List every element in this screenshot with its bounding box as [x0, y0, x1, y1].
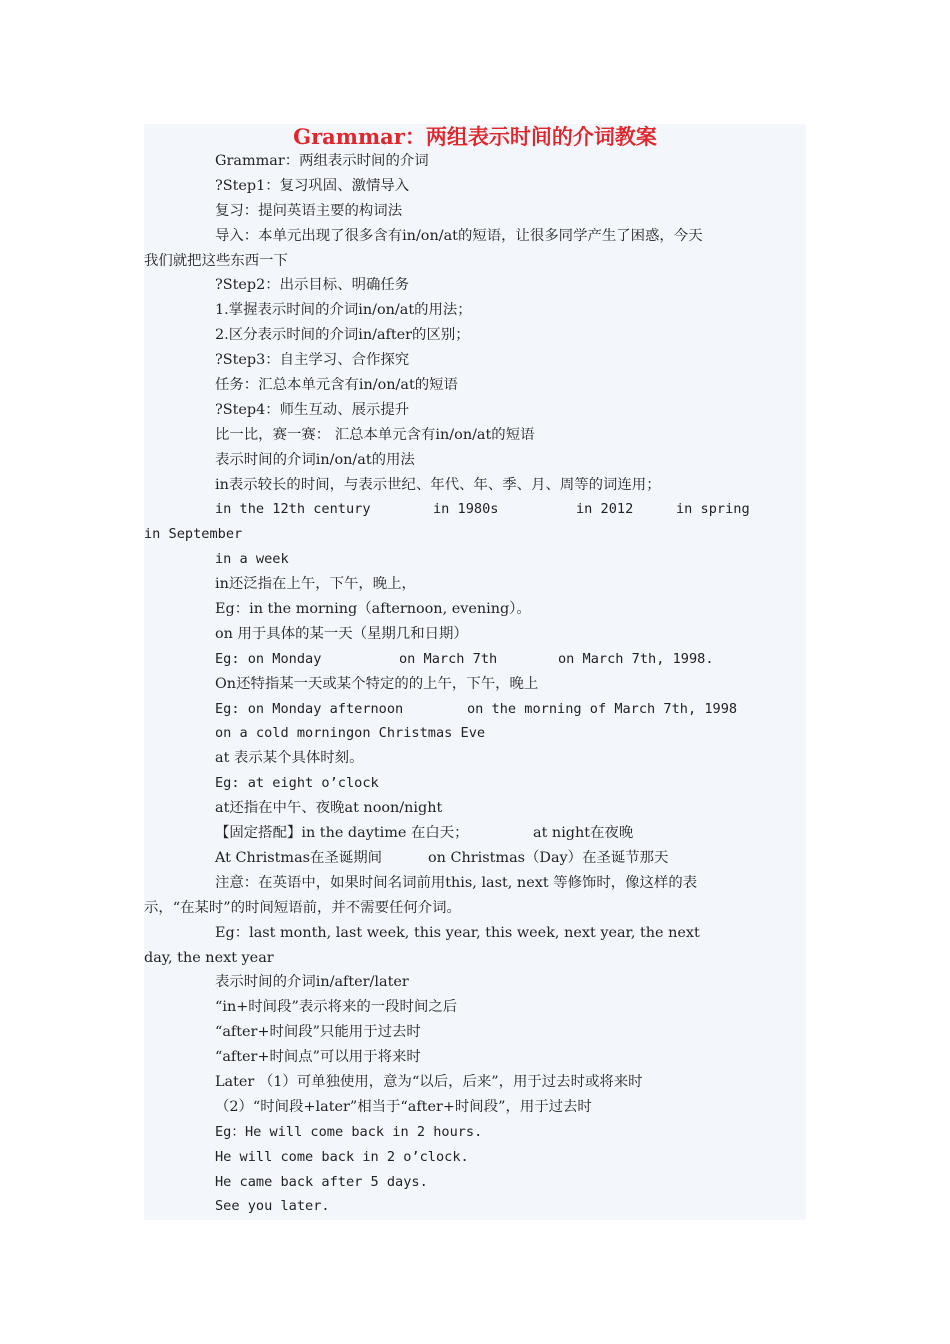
text-line: “after+时间点”可以用于将来时: [215, 1049, 421, 1066]
text-line: On还特指某一天或某个特定的的上午，下午，晚上: [215, 675, 539, 692]
example-row: [144, 647, 806, 672]
step-heading: ?Step2：出示目标、明确任务: [215, 277, 410, 294]
text-line: at 表示某个具体时刻。: [215, 750, 364, 767]
example-row: [144, 821, 806, 846]
text-line: 示，“在某时”的时间短语前，并不需要任何介词。: [144, 899, 461, 916]
example-row: [144, 846, 806, 871]
text-line: 我们就把这些东西一下: [144, 252, 288, 269]
example-phrase: in the 12th century: [215, 501, 371, 518]
example-phrase: on March 7th, 1998.: [558, 650, 714, 667]
text-line: in还泛指在上午，下午，晚上，: [215, 576, 416, 593]
text-line: 表示时间的介词in/on/at的用法: [215, 451, 415, 468]
example-line: See you later.: [215, 1198, 330, 1215]
text-line: （2）“时间段+later”相当于“after+时间段”，用于过去时: [215, 1098, 592, 1115]
example-phrase: in spring: [676, 501, 750, 518]
example-line: in September: [144, 526, 243, 543]
example-phrase: on the morning of March 7th, 1998: [467, 700, 738, 717]
text-line: 复习：提问英语主要的构词法: [215, 202, 403, 219]
text-line: Grammar：两组表示时间的介词: [215, 153, 429, 169]
text-line: 比一比，赛一赛： 汇总本单元含有in/on/at的短语: [215, 426, 535, 443]
text-line: “in+时间段”表示将来的一段时间之后: [215, 999, 458, 1016]
example-line: on a cold morningon Christmas Eve: [215, 725, 486, 742]
text-line: on 用于具体的某一天（星期几和日期）: [215, 625, 468, 642]
example-phrase: on March 7th: [399, 650, 498, 667]
text-line: 任务：汇总本单元含有in/on/at的短语: [215, 377, 458, 394]
text-line: 表示时间的介词in/after/later: [215, 974, 409, 991]
text-line: 注意：在英语中，如果时间名词前用this, last, next 等修饰时，像这样的表: [215, 874, 698, 891]
document-page: [144, 124, 806, 1220]
example-line: Eg：He will come back in 2 hours.: [215, 1123, 483, 1140]
text-line: at还指在中午、夜晚at noon/night: [215, 800, 443, 817]
example-phrase: at night在夜晚: [533, 825, 634, 842]
text-line: Eg：last month, last week, this year, this week, next year, the next: [215, 924, 700, 941]
example-line: He will come back in 2 o’clock.: [215, 1148, 469, 1165]
example-phrase: on Christmas（Day）在圣诞节那天: [428, 849, 669, 866]
example-line: He came back after 5 days.: [215, 1173, 428, 1190]
text-line: in表示较长的时间，与表示世纪、年代、年、季、月、周等的词连用；: [215, 476, 661, 493]
text-line: 1.掌握表示时间的介词in/on/at的用法；: [215, 302, 472, 319]
example-phrase: 【固定搭配】in the daytime 在白天；: [215, 825, 469, 842]
text-line: 导入：本单元出现了很多含有in/on/at的短语，让很多同学产生了困惑，今天: [215, 227, 703, 244]
text-line: Later （1）可单独使用，意为“以后，后来”，用于过去时或将来时: [215, 1073, 643, 1090]
text-line: “after+时间段”只能用于过去时: [215, 1024, 421, 1041]
example-row: [144, 697, 806, 722]
example-line: in a week: [215, 551, 289, 568]
example-phrase: At Christmas在圣诞期间: [215, 849, 382, 866]
example-phrase: in 2012: [576, 501, 634, 518]
text-line: Eg：in the morning（afternoon, evening）。: [215, 601, 531, 618]
step-heading: ?Step3：自主学习、合作探究: [215, 352, 410, 369]
text-line: 2.区分表示时间的介词in/after的区别；: [215, 327, 470, 344]
example-phrase: in 1980s: [433, 501, 499, 518]
example-phrase: Eg: on Monday afternoon: [215, 700, 404, 717]
step-heading: ?Step4：师生互动、展示提升: [215, 401, 410, 418]
text-line: day, the next year: [144, 949, 274, 966]
example-phrase: Eg: on Monday: [215, 650, 322, 667]
document-body: [144, 149, 806, 1219]
document-title: Grammar：两组表示时间的介词教案: [293, 124, 657, 149]
example-line: Eg: at eight o’clock: [215, 775, 379, 792]
step-heading: ?Step1：复习巩固、激情导入: [215, 177, 410, 194]
example-row: [144, 497, 806, 522]
